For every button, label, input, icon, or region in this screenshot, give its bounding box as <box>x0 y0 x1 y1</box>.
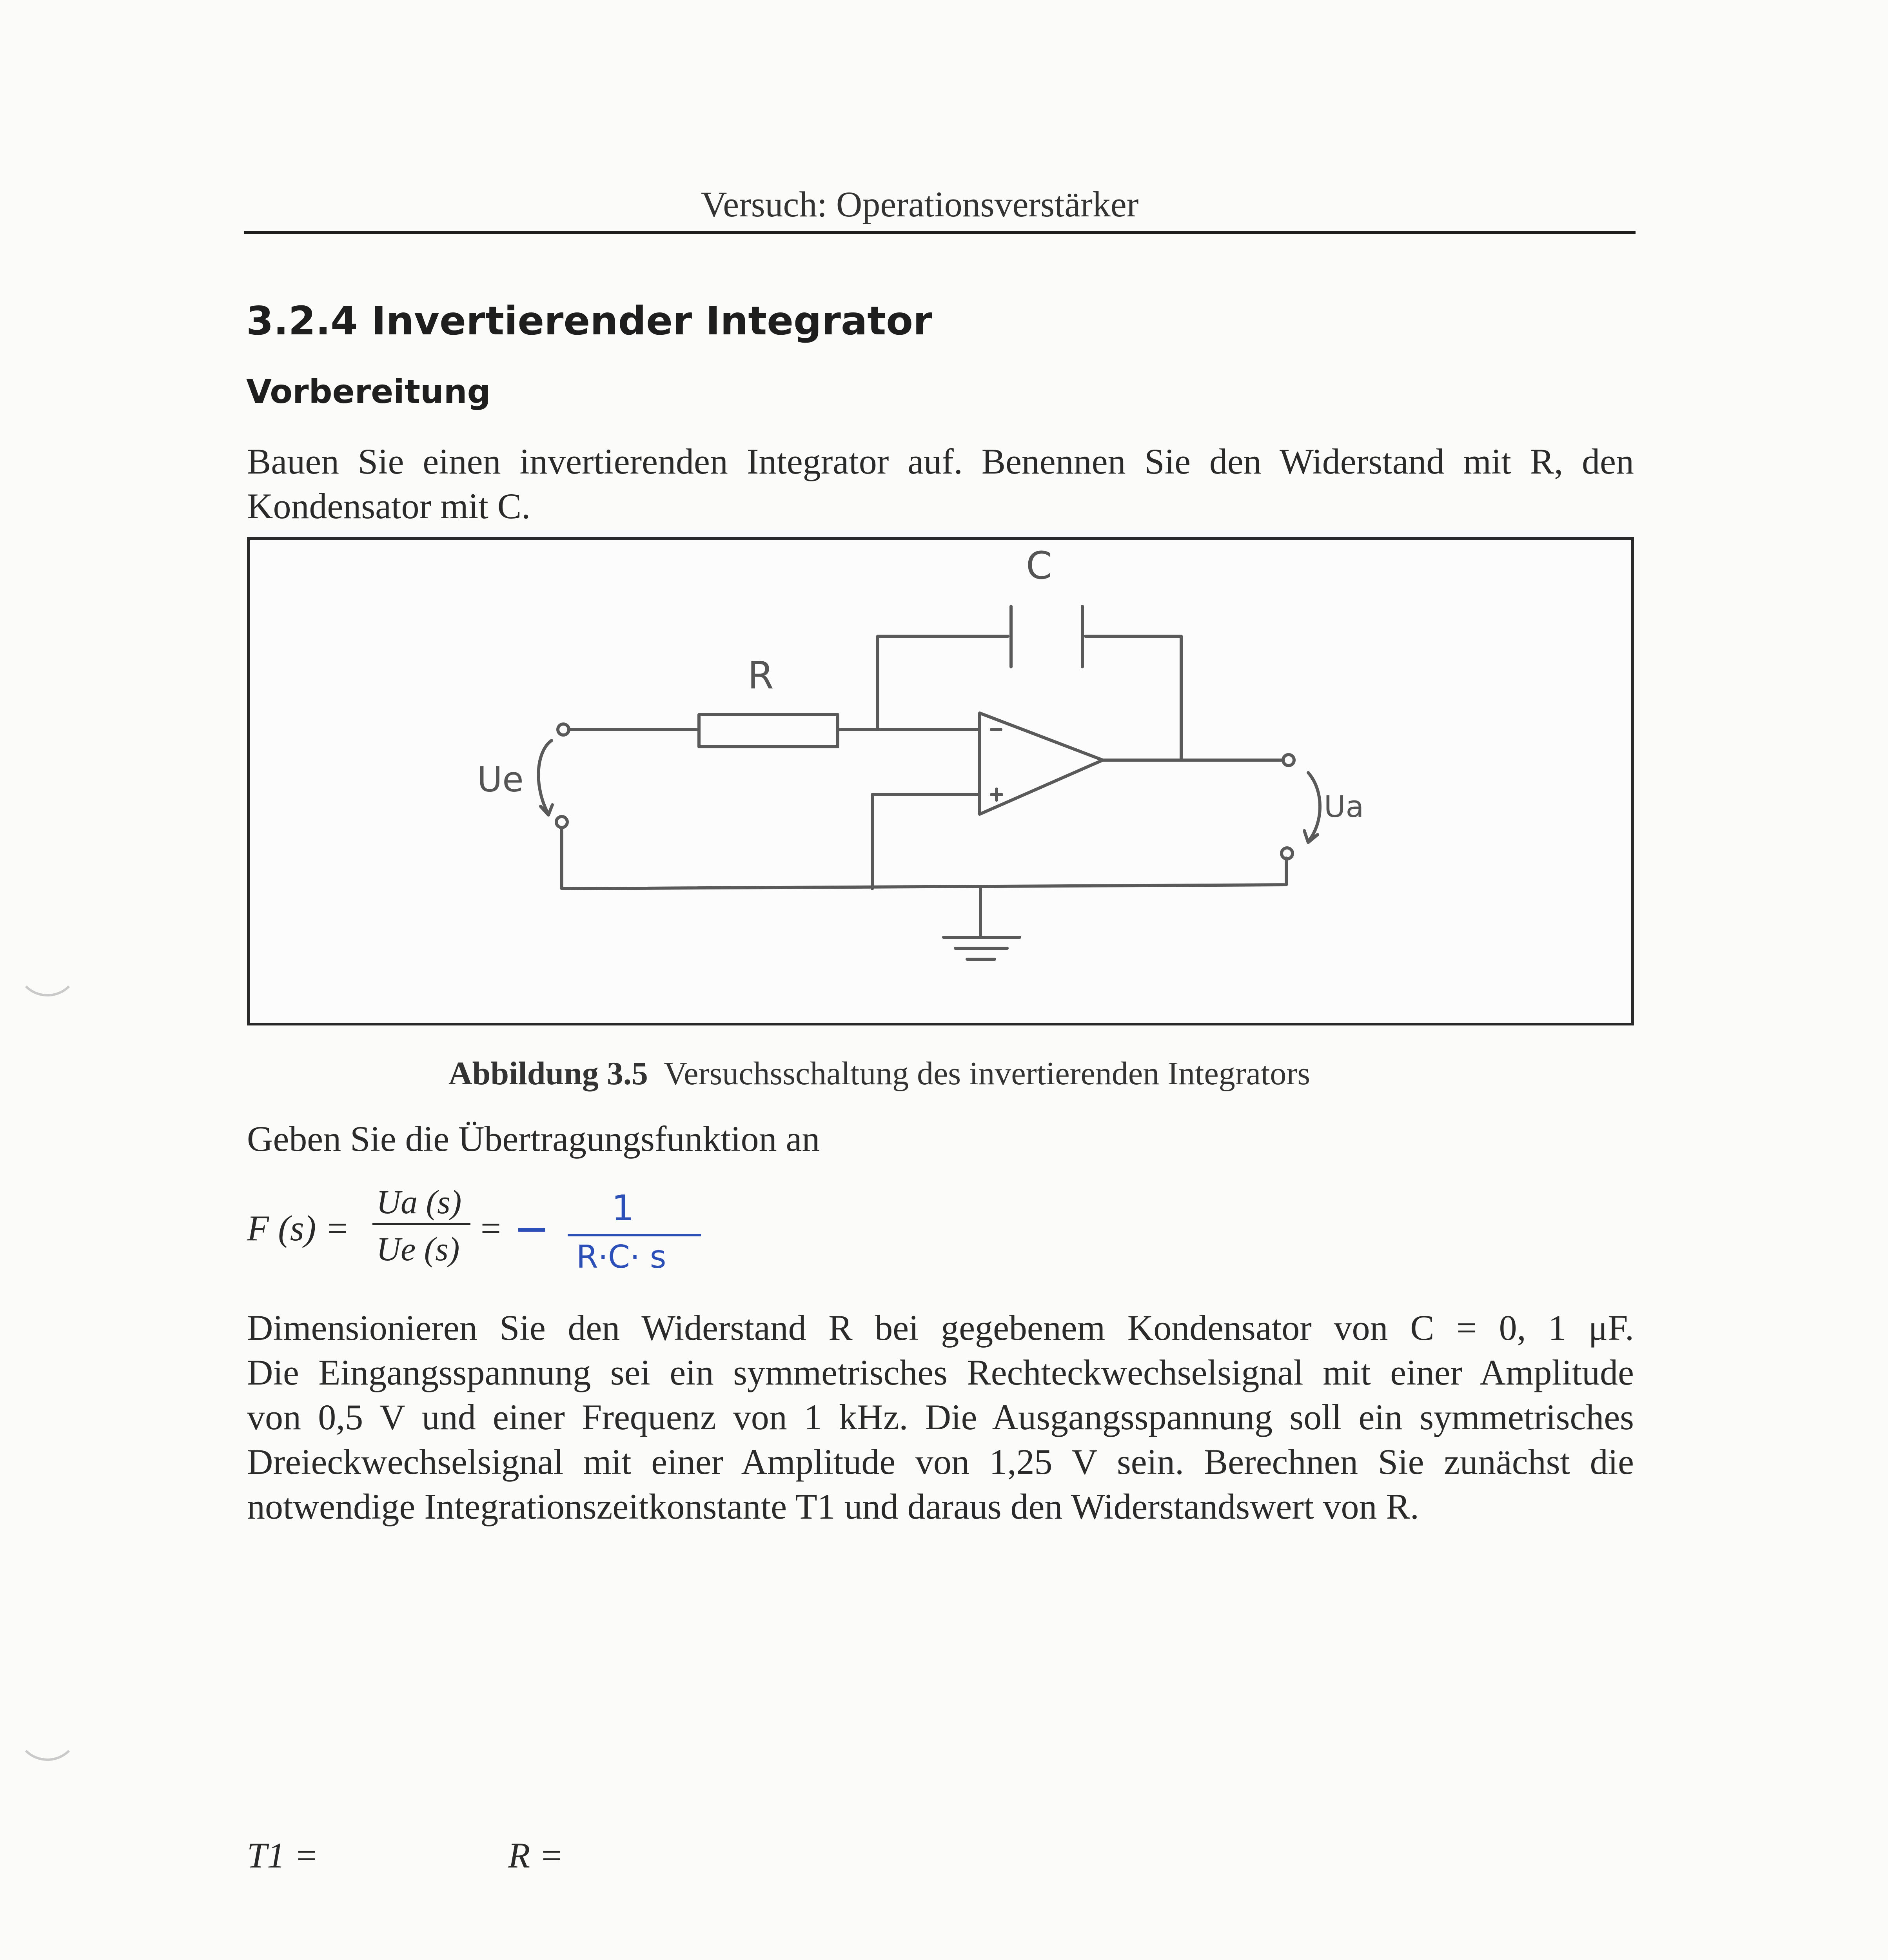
formula-numerator: Ua (s) <box>376 1183 462 1221</box>
capacitor-label: C <box>1026 544 1053 588</box>
preparation-text-line1: Bauen Sie einen invertierenden Integrator auf. Benennen Sie den Widerstand mit R, den <box>247 441 1634 481</box>
running-head: Versuch: Operationsverstärker <box>701 184 1139 224</box>
handwritten-denominator: R·C· s <box>576 1239 666 1275</box>
caption-number: Abbildung 3.5 <box>448 1055 648 1092</box>
wire-noninverting <box>872 795 980 889</box>
output-voltage-label: Ua <box>1324 789 1364 824</box>
figure-caption <box>448 1054 1310 1093</box>
circuit-figure-box <box>247 537 1634 1025</box>
transfer-function-prompt: Geben Sie die Übertragungsfunktion an <box>247 1119 820 1159</box>
resistor <box>699 715 838 747</box>
section-title: 3.2.4 Invertierender Integrator <box>246 298 933 344</box>
handwritten-minus-sign: − <box>514 1203 550 1254</box>
opamp-plus <box>991 789 1002 800</box>
output-voltage-arrow <box>1304 773 1320 842</box>
ground-symbol <box>944 937 1020 959</box>
input-voltage-arrow <box>539 740 552 815</box>
output-terminal-top <box>1283 755 1294 766</box>
formula-denominator: Ue (s) <box>376 1230 460 1268</box>
handwritten-fraction-bar <box>568 1234 701 1236</box>
formula-equals: = <box>481 1208 501 1248</box>
wire-bottom-rail <box>562 828 1286 889</box>
preparation-heading: Vorbereitung <box>246 372 491 411</box>
r-answer-label: R = <box>508 1835 564 1875</box>
dimension-line-4: Dreieckwechselsignal mit einer Amplitude von 1,25 V sein. Berechnen Sie zunächst die <box>247 1442 1634 1482</box>
punch-hole-mark-top <box>16 933 79 996</box>
header-rule <box>244 231 1636 234</box>
formula-fraction-bar <box>372 1223 470 1225</box>
preparation-text-line2: Kondensator mit C. <box>247 486 531 526</box>
wire-feedback-right <box>1086 636 1181 760</box>
dimension-line-5: notwendige Integrationszeitkonstante T1 und daraus den Widerstandswert von R. <box>247 1486 1419 1526</box>
caption-text: Versuchsschaltung des invertierenden Integrators <box>663 1055 1311 1092</box>
dimension-line-1: Dimensionieren Sie den Widerstand R bei gegebenem Kondensator von C = 0, 1 μF. <box>247 1308 1634 1348</box>
input-terminal-bottom <box>556 817 567 828</box>
integrator-circuit-diagram <box>250 540 1631 1023</box>
handwritten-numerator: 1 <box>612 1188 634 1229</box>
input-terminal-top <box>558 724 569 735</box>
dimension-line-3: von 0,5 V und einer Frequenz von 1 kHz. Die Ausgangsspannung soll ein symmetrisches <box>247 1397 1634 1437</box>
t1-answer-label: T1 = <box>247 1835 319 1875</box>
input-voltage-label: Ue <box>477 759 524 800</box>
resistor-label: R <box>748 653 774 697</box>
punch-hole-mark-bottom <box>16 1697 79 1761</box>
formula-lhs: F (s) = <box>247 1208 350 1248</box>
dimension-line-2: Die Eingangsspannung sei ein symmetrisches Rechteckwechselsignal mit einer Amplitude <box>247 1352 1634 1392</box>
